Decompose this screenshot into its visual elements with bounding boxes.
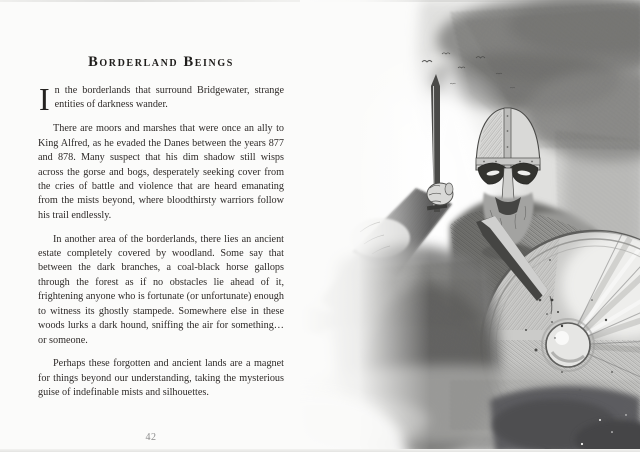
body-paragraph: Perhaps these forgotten and ancient lands are a magnet for things beyond our understanding, taking the mysterious guise of indefinable mists and silhouettes. xyxy=(38,358,284,399)
body-paragraph: There are moors and marshes that were once an ally to King Alfred, as he evaded the Danes between the years 877 and 878. Many suspect that his dim shadow still wisps across the gorse and bogs, desperately seeking cover from the cries of battle and violence that are heard emanating from the mists beyond, where bloodthirsty warriors follow his trail endlessly. xyxy=(38,123,284,221)
drop-cap: I xyxy=(39,81,50,117)
right-page xyxy=(300,0,640,452)
fist xyxy=(427,183,453,205)
gutter-fade xyxy=(300,0,430,452)
page-number: 42 xyxy=(145,432,157,443)
opening-paragraph-text: n the borderlands that surround Bridgewater, strange entities of darkness wander. xyxy=(54,85,284,111)
left-page xyxy=(38,0,284,410)
opening-paragraph xyxy=(38,81,284,117)
body-paragraph: In another area of the borderlands, there lies an ancient estate completely covered by woodland. Some say that between the dark branches, a coal-black horse gallops through the forest as if no obstacles lie ahead of it, frightening anyone who is fortunate (or unfortunate) enough to witness its ghostly stampede. Somewhere else in these woods lurks a dark hound, sniffing the air for something…or someone. xyxy=(38,233,284,346)
warrior-illustration xyxy=(300,0,640,452)
chapter-heading: Borderland Beings xyxy=(88,54,234,70)
